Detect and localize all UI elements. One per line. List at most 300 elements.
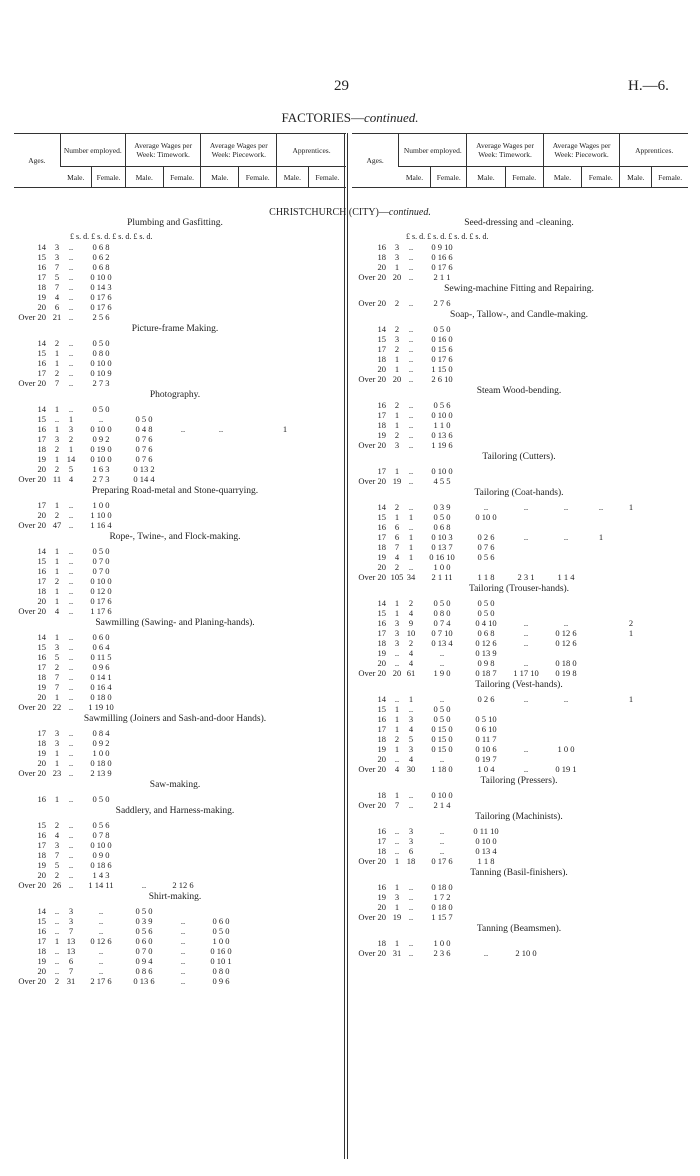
table-cell: Over 20 bbox=[358, 912, 386, 922]
table-cell: .. bbox=[68, 302, 74, 312]
table-cell: 0 10 6 bbox=[475, 744, 497, 754]
table-cell bbox=[240, 820, 270, 830]
table-cell: 4 bbox=[54, 292, 60, 302]
page-title: FACTORIES—continued. bbox=[281, 110, 419, 125]
industry-section bbox=[352, 582, 686, 678]
table-cell: 2 1 4 bbox=[433, 800, 451, 810]
table-cell: 17 bbox=[37, 840, 46, 850]
table-cell: 0 6 2 bbox=[92, 252, 110, 262]
table-cell bbox=[616, 364, 646, 374]
table-cell: 7 bbox=[394, 800, 400, 810]
table-cell: 105 bbox=[390, 572, 404, 582]
table-cell bbox=[240, 546, 270, 556]
table-row bbox=[352, 334, 686, 344]
table-cell bbox=[124, 302, 164, 312]
table-cell: 16 bbox=[37, 794, 46, 804]
table-cell: 0 19 0 bbox=[90, 444, 112, 454]
table-cell: 0 10 1 bbox=[210, 956, 232, 966]
table-row bbox=[352, 354, 686, 364]
table-row bbox=[16, 596, 334, 606]
table-cell: 16 bbox=[37, 830, 46, 840]
table-cell bbox=[164, 444, 202, 454]
table-cell: .. bbox=[408, 790, 414, 800]
table-cell: 2 10 0 bbox=[515, 948, 537, 958]
table-row bbox=[352, 532, 686, 542]
table-cell bbox=[124, 272, 164, 282]
table-cell bbox=[546, 400, 586, 410]
table-cell bbox=[586, 902, 616, 912]
table-cell: 16 bbox=[37, 926, 46, 936]
male-heading: Male. bbox=[67, 172, 85, 182]
table-cell bbox=[124, 642, 164, 652]
table-cell: 19 bbox=[392, 912, 402, 922]
table-cell bbox=[506, 410, 546, 420]
table-cell: 0 10 0 bbox=[90, 358, 112, 368]
table-cell: 3 bbox=[394, 618, 400, 628]
table-cell: .. bbox=[523, 694, 529, 704]
table-cell bbox=[270, 312, 300, 322]
table-cell bbox=[586, 364, 616, 374]
table-cell: 0 8 0 bbox=[212, 966, 230, 976]
table-cell bbox=[586, 790, 616, 800]
table-cell bbox=[240, 738, 270, 748]
table-cell: 0 18 0 bbox=[555, 658, 577, 668]
table-cell: .. bbox=[439, 648, 445, 658]
table-cell: .. bbox=[68, 870, 74, 880]
table-cell: .. bbox=[54, 916, 60, 926]
table-cell bbox=[164, 302, 202, 312]
table-cell: 0 14 1 bbox=[90, 672, 112, 682]
table-cell bbox=[546, 948, 586, 958]
section-title: Plumbing and Gasfitting. bbox=[127, 218, 223, 228]
table-cell: 1 bbox=[628, 502, 634, 512]
table-cell: 0 18 6 bbox=[90, 860, 112, 870]
table-row bbox=[16, 312, 334, 322]
table-cell bbox=[202, 444, 240, 454]
table-cell bbox=[270, 728, 300, 738]
table-cell: 1 0 4 bbox=[477, 764, 495, 774]
table-row bbox=[352, 242, 686, 252]
table-cell: 18 bbox=[37, 282, 46, 292]
table-cell bbox=[586, 618, 616, 628]
table-row bbox=[16, 338, 334, 348]
table-row bbox=[352, 658, 686, 668]
female-heading: Female. bbox=[582, 167, 620, 188]
table-cell: .. bbox=[98, 906, 104, 916]
table-cell bbox=[270, 870, 300, 880]
table-cell bbox=[586, 826, 616, 836]
table-row bbox=[16, 434, 334, 444]
table-cell: .. bbox=[408, 344, 414, 354]
table-cell: 0 13 7 bbox=[431, 542, 453, 552]
table-cell: 19 bbox=[377, 552, 386, 562]
table-cell: 1 bbox=[54, 596, 60, 606]
table-cell bbox=[124, 870, 164, 880]
table-cell bbox=[124, 252, 164, 262]
industry-section bbox=[16, 322, 334, 388]
industry-section bbox=[16, 616, 334, 712]
table-cell: .. bbox=[68, 368, 74, 378]
table-cell: .. bbox=[68, 830, 74, 840]
table-cell bbox=[124, 242, 164, 252]
table-cell bbox=[586, 800, 616, 810]
table-cell bbox=[616, 846, 646, 856]
table-cell: Over 20 bbox=[18, 768, 46, 778]
table-cell bbox=[586, 658, 616, 668]
table-cell bbox=[466, 262, 506, 272]
table-cell bbox=[240, 272, 270, 282]
table-cell: .. bbox=[68, 662, 74, 672]
table-cell bbox=[546, 420, 586, 430]
table-cell bbox=[546, 704, 586, 714]
table-cell bbox=[616, 790, 646, 800]
table-cell: .. bbox=[68, 794, 74, 804]
table-cell bbox=[164, 906, 202, 916]
table-cell: .. bbox=[408, 938, 414, 948]
table-cell bbox=[506, 902, 546, 912]
table-cell bbox=[202, 282, 240, 292]
table-cell: 3 bbox=[394, 628, 400, 638]
table-row bbox=[16, 642, 334, 652]
table-cell bbox=[506, 522, 546, 532]
table-cell bbox=[202, 378, 240, 388]
table-cell: 14 bbox=[377, 324, 386, 334]
table-cell bbox=[202, 672, 240, 682]
table-cell: 0 10 9 bbox=[90, 368, 112, 378]
table-cell: 1 0 0 bbox=[92, 748, 110, 758]
apprentices-heading: Apprentices. bbox=[277, 134, 346, 167]
table-cell: 15 bbox=[37, 414, 46, 424]
table-cell: 19 bbox=[377, 430, 386, 440]
table-cell: .. bbox=[408, 354, 414, 364]
table-cell: 14 bbox=[37, 906, 46, 916]
table-cell: 1 bbox=[394, 262, 400, 272]
table-row bbox=[352, 298, 686, 308]
industry-section bbox=[352, 308, 686, 384]
table-row bbox=[352, 938, 686, 948]
section-title: Sawmilling (Sawing- and Planing-hands). bbox=[95, 618, 255, 628]
industry-section bbox=[16, 712, 334, 778]
table-cell bbox=[240, 464, 270, 474]
table-cell bbox=[202, 880, 240, 890]
table-cell bbox=[546, 542, 586, 552]
table-cell: 2 bbox=[54, 820, 60, 830]
table-cell bbox=[240, 282, 270, 292]
table-cell bbox=[616, 522, 646, 532]
table-cell bbox=[124, 728, 164, 738]
table-cell bbox=[506, 846, 546, 856]
table-row bbox=[16, 464, 334, 474]
table-cell bbox=[124, 596, 164, 606]
table-cell bbox=[546, 882, 586, 892]
table-cell bbox=[202, 738, 240, 748]
table-cell: 0 15 0 bbox=[431, 724, 453, 734]
table-cell: 20 bbox=[37, 870, 46, 880]
table-cell bbox=[202, 252, 240, 262]
table-cell: 17 bbox=[37, 576, 46, 586]
table-cell bbox=[202, 748, 240, 758]
table-cell: 1 6 3 bbox=[92, 464, 110, 474]
section-title: Soap-, Tallow-, and Candle-making. bbox=[450, 310, 588, 320]
table-cell: .. bbox=[68, 880, 74, 890]
table-cell bbox=[240, 840, 270, 850]
industry-section bbox=[352, 282, 686, 308]
table-cell bbox=[270, 378, 300, 388]
table-cell bbox=[506, 892, 546, 902]
table-cell bbox=[546, 374, 586, 384]
industry-section bbox=[16, 484, 334, 530]
table-cell bbox=[202, 474, 240, 484]
table-cell bbox=[202, 662, 240, 672]
table-cell: .. bbox=[68, 702, 74, 712]
table-cell: 1 bbox=[394, 724, 400, 734]
table-cell bbox=[270, 302, 300, 312]
table-cell: .. bbox=[563, 694, 569, 704]
table-cell: 0 12 6 bbox=[475, 638, 497, 648]
table-cell: .. bbox=[394, 836, 400, 846]
table-cell bbox=[586, 252, 616, 262]
table-cell: Over 20 bbox=[358, 374, 386, 384]
table-cell: 5 bbox=[408, 734, 414, 744]
table-cell: .. bbox=[408, 948, 414, 958]
table-cell bbox=[124, 758, 164, 768]
table-cell bbox=[586, 476, 616, 486]
table-cell: 1 bbox=[282, 424, 288, 434]
table-cell bbox=[466, 364, 506, 374]
table-cell: 0 6 0 bbox=[92, 632, 110, 642]
table-cell bbox=[270, 606, 300, 616]
table-cell bbox=[546, 714, 586, 724]
table-cell: 20 bbox=[392, 374, 402, 384]
table-cell bbox=[202, 510, 240, 520]
table-cell: 3 bbox=[54, 738, 60, 748]
table-cell: 20 bbox=[377, 902, 386, 912]
table-cell: .. bbox=[68, 840, 74, 850]
table-cell: 16 bbox=[37, 652, 46, 662]
table-cell bbox=[164, 312, 202, 322]
table-cell: 13 bbox=[66, 946, 76, 956]
table-cell: .. bbox=[68, 728, 74, 738]
table-cell: .. bbox=[394, 846, 400, 856]
table-cell bbox=[164, 738, 202, 748]
table-cell: .. bbox=[563, 532, 569, 542]
table-cell: Over 20 bbox=[358, 476, 386, 486]
table-cell bbox=[240, 520, 270, 530]
table-cell bbox=[546, 790, 586, 800]
table-row bbox=[352, 608, 686, 618]
table-cell bbox=[240, 672, 270, 682]
table-cell: .. bbox=[483, 502, 489, 512]
table-cell: 2 bbox=[394, 324, 400, 334]
table-cell: 1 19 6 bbox=[431, 440, 453, 450]
table-cell: .. bbox=[68, 692, 74, 702]
table-cell: Over 20 bbox=[358, 764, 386, 774]
table-cell bbox=[240, 768, 270, 778]
table-row bbox=[352, 552, 686, 562]
table-cell: 0 8 0 bbox=[433, 608, 451, 618]
table-cell bbox=[466, 704, 506, 714]
table-cell bbox=[546, 272, 586, 282]
table-cell bbox=[124, 358, 164, 368]
table-cell: 18 bbox=[37, 672, 46, 682]
table-cell: 1 4 3 bbox=[92, 870, 110, 880]
table-cell: .. bbox=[408, 562, 414, 572]
table-row bbox=[352, 344, 686, 354]
table-cell: 0 12 6 bbox=[555, 628, 577, 638]
table-cell bbox=[124, 794, 164, 804]
table-cell bbox=[616, 476, 646, 486]
table-cell: 0 3 9 bbox=[433, 502, 451, 512]
table-cell bbox=[164, 692, 202, 702]
table-cell bbox=[546, 724, 586, 734]
table-cell bbox=[202, 632, 240, 642]
section-title: Tailoring (Trouser-hands). bbox=[468, 584, 570, 594]
table-cell: 1 16 4 bbox=[90, 520, 112, 530]
table-cell: 0 16 0 bbox=[210, 946, 232, 956]
table-cell bbox=[586, 714, 616, 724]
table-cell bbox=[202, 520, 240, 530]
table-cell: .. bbox=[408, 410, 414, 420]
table-cell bbox=[240, 252, 270, 262]
table-cell: 1 bbox=[408, 542, 414, 552]
table-cell: 15 bbox=[37, 642, 46, 652]
table-cell: .. bbox=[180, 936, 186, 946]
table-cell bbox=[202, 414, 240, 424]
table-row bbox=[16, 292, 334, 302]
table-cell: 0 16 6 bbox=[431, 252, 453, 262]
table-cell: Over 20 bbox=[18, 378, 46, 388]
table-cell bbox=[202, 464, 240, 474]
table-cell: .. bbox=[68, 652, 74, 662]
table-cell bbox=[124, 860, 164, 870]
table-cell bbox=[124, 576, 164, 586]
table-cell bbox=[270, 850, 300, 860]
table-cell: 0 13 6 bbox=[431, 430, 453, 440]
table-cell: .. bbox=[523, 532, 529, 542]
industry-section bbox=[352, 922, 686, 958]
table-cell bbox=[240, 936, 270, 946]
table-cell bbox=[124, 840, 164, 850]
table-cell: 18 bbox=[377, 252, 386, 262]
table-cell: .. bbox=[98, 946, 104, 956]
table-cell: 0 14 3 bbox=[90, 282, 112, 292]
table-cell: 4 bbox=[408, 648, 414, 658]
table-cell: 0 16 4 bbox=[90, 682, 112, 692]
table-cell bbox=[546, 476, 586, 486]
table-cell bbox=[506, 466, 546, 476]
table-cell: 0 5 0 bbox=[92, 404, 110, 414]
table-cell bbox=[202, 586, 240, 596]
table-cell: 1 17 10 bbox=[513, 668, 539, 678]
table-row bbox=[16, 546, 334, 556]
table-cell bbox=[164, 520, 202, 530]
table-cell: 1 15 7 bbox=[431, 912, 453, 922]
table-cell bbox=[546, 826, 586, 836]
table-cell bbox=[586, 562, 616, 572]
table-cell: 16 bbox=[377, 882, 386, 892]
table-cell bbox=[164, 404, 202, 414]
table-cell: 47 bbox=[52, 520, 62, 530]
table-cell: 30 bbox=[406, 764, 416, 774]
table-row bbox=[16, 632, 334, 642]
table-cell: 20 bbox=[377, 658, 386, 668]
table-cell bbox=[240, 906, 270, 916]
table-cell: 19 bbox=[37, 292, 46, 302]
column-headings-left bbox=[14, 133, 346, 188]
table-cell: 20 bbox=[37, 302, 46, 312]
table-cell bbox=[164, 794, 202, 804]
table-cell: 0 5 6 bbox=[92, 820, 110, 830]
table-cell bbox=[202, 606, 240, 616]
table-cell: Over 20 bbox=[18, 520, 46, 530]
table-cell bbox=[586, 948, 616, 958]
table-cell: 17 bbox=[37, 728, 46, 738]
table-cell bbox=[124, 510, 164, 520]
table-cell bbox=[202, 242, 240, 252]
table-cell: 15 bbox=[377, 704, 386, 714]
table-cell: 14 bbox=[377, 502, 386, 512]
table-row bbox=[16, 272, 334, 282]
table-row bbox=[352, 272, 686, 282]
table-cell: 0 13 6 bbox=[133, 976, 155, 986]
table-cell: .. bbox=[408, 912, 414, 922]
table-cell: 3 bbox=[394, 638, 400, 648]
table-cell bbox=[506, 714, 546, 724]
table-cell: .. bbox=[408, 440, 414, 450]
table-row bbox=[352, 618, 686, 628]
table-cell: 1 1 8 bbox=[477, 856, 495, 866]
table-cell: 0 7 6 bbox=[135, 444, 153, 454]
table-cell bbox=[124, 820, 164, 830]
table-cell: 1 7 2 bbox=[433, 892, 451, 902]
table-cell bbox=[586, 704, 616, 714]
table-cell bbox=[616, 704, 646, 714]
table-row bbox=[352, 410, 686, 420]
table-cell: 1 bbox=[394, 714, 400, 724]
table-cell bbox=[202, 692, 240, 702]
table-cell: 4 bbox=[394, 552, 400, 562]
table-cell: .. bbox=[180, 926, 186, 936]
table-cell: 2 bbox=[54, 976, 60, 986]
table-cell: 0 17 6 bbox=[431, 856, 453, 866]
table-row bbox=[16, 840, 334, 850]
table-cell: 2 bbox=[68, 434, 74, 444]
table-cell: 2 7 6 bbox=[433, 298, 451, 308]
table-cell: 4 bbox=[408, 724, 414, 734]
table-cell: 2 7 3 bbox=[92, 474, 110, 484]
table-cell bbox=[270, 434, 300, 444]
currency-units: £ s. d. £ s. d. £ s. d. £ s. d. bbox=[406, 232, 489, 241]
table-row bbox=[352, 704, 686, 714]
table-cell: .. bbox=[408, 430, 414, 440]
right-column bbox=[352, 216, 686, 958]
table-cell: 1 9 0 bbox=[433, 668, 451, 678]
table-cell bbox=[506, 298, 546, 308]
table-cell: 7 bbox=[54, 850, 60, 860]
table-cell: 2 bbox=[394, 430, 400, 440]
table-cell: 14 bbox=[37, 632, 46, 642]
table-cell: 20 bbox=[377, 754, 386, 764]
table-cell: 0 13 4 bbox=[431, 638, 453, 648]
table-cell bbox=[270, 692, 300, 702]
table-cell bbox=[466, 790, 506, 800]
table-cell bbox=[164, 642, 202, 652]
table-row bbox=[352, 440, 686, 450]
table-cell: .. bbox=[408, 242, 414, 252]
table-cell bbox=[506, 374, 546, 384]
table-cell bbox=[586, 410, 616, 420]
table-cell: 1 bbox=[54, 632, 60, 642]
